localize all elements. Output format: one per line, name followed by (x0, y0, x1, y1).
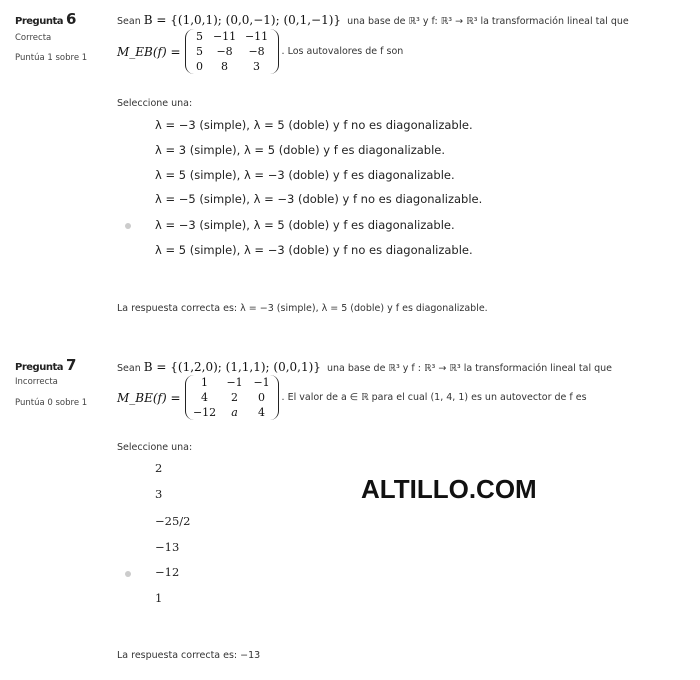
option-5[interactable]: λ = −3 (simple), λ = 5 (doble) y f es diagonalizable. (155, 218, 455, 232)
option-6[interactable]: λ = 5 (simple), λ = −3 (doble) y f no es diagonalizable. (155, 243, 473, 257)
option-4[interactable]: −13 (155, 540, 180, 554)
correct-answer: La respuesta correcta es: −13 (117, 650, 261, 661)
question-6-score: Puntúa 1 sobre 1 (15, 53, 88, 63)
option-5[interactable]: −12 (155, 565, 180, 579)
option-1[interactable]: λ = −3 (simple), λ = 5 (doble) y f no es diagonalizable. (155, 118, 473, 132)
question-7-status: Incorrecta (15, 377, 58, 387)
option-3[interactable]: λ = 5 (simple), λ = −3 (doble) y f es diagonalizable. (155, 168, 455, 182)
question-7-title (15, 356, 76, 374)
question-label: Pregunta (15, 16, 63, 27)
question-6-matrix: M_EB(f) = 5 −11 −11 5 −8 −8 0 8 3 . Los autovalores de f son (117, 30, 404, 73)
question-number: 7 (65, 356, 76, 374)
question-7-matrix: M_BE(f) = 1 −1 −1 4 2 0 −12 a 4 . El valor de a ∈ ℝ para el cual (1, 4, 1) es un autovector de f es (117, 376, 587, 419)
option-3[interactable]: −25/2 (155, 514, 191, 528)
matrix-grid: 1 −1 −1 4 2 0 −12 a 4 (185, 375, 279, 420)
option-1[interactable]: 2 (155, 461, 163, 475)
option-2[interactable]: 3 (155, 487, 163, 501)
question-6-statement: Sean B = {(1,0,1); (0,0,−1); (0,1,−1)} una base de ℝ³ y f: ℝ³ → ℝ³ la transformación lineal tal que (117, 13, 629, 27)
question-number: 6 (65, 10, 76, 28)
watermark: ALTILLO.COM (361, 474, 537, 504)
option-4[interactable]: λ = −5 (simple), λ = −3 (doble) y f no es diagonalizable. (155, 192, 483, 206)
select-prompt: Seleccione una: (117, 98, 193, 109)
option-2[interactable]: λ = 3 (simple), λ = 5 (doble) y f es diagonalizable. (155, 143, 446, 157)
correct-answer: La respuesta correcta es: λ = −3 (simple), λ = 5 (doble) y f es diagonalizable. (117, 303, 488, 314)
question-7-statement: Sean B = {(1,2,0); (1,1,1); (0,0,1)} una base de ℝ³ y f : ℝ³ → ℝ³ la transformación lineal tal que (117, 360, 613, 374)
question-6-title (15, 10, 76, 28)
select-prompt: Seleccione una: (117, 442, 193, 453)
option-6[interactable]: 1 (155, 591, 163, 605)
matrix-grid: 5 −11 −11 5 −8 −8 0 8 3 (185, 29, 279, 74)
question-7-score: Puntúa 0 sobre 1 (15, 398, 88, 408)
selected-radio[interactable] (125, 571, 131, 577)
question-label: Pregunta (15, 362, 63, 373)
selected-radio[interactable] (125, 223, 131, 229)
question-6-status: Correcta (15, 33, 52, 43)
